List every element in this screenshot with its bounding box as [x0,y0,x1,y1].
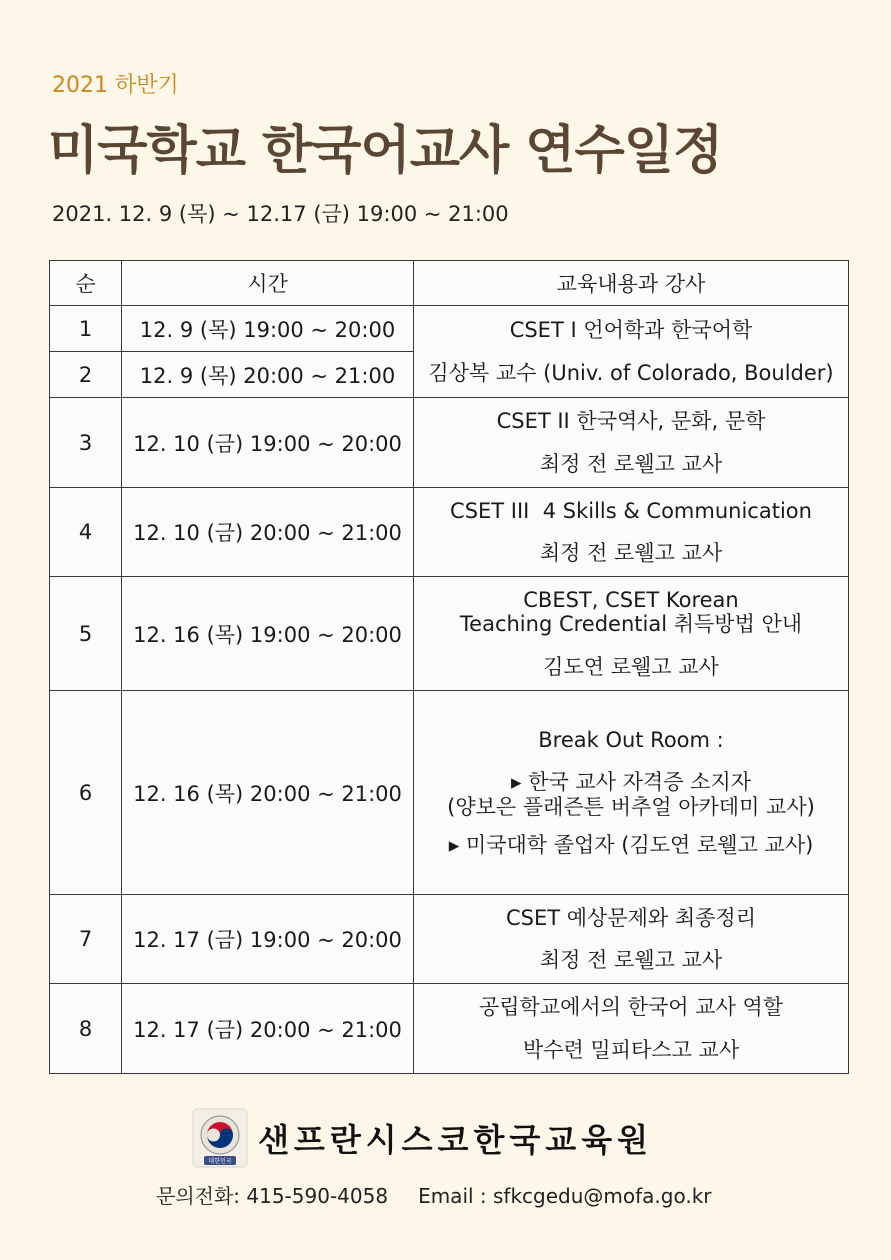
row-number: 3 [50,398,122,488]
session-instructor: 최정 전 로웰고 교사 [539,948,723,972]
session-topic: CSET II 한국역사, 문화, 문학 [496,409,766,434]
row-number: 5 [50,577,122,691]
column-header-time: 시간 [122,261,414,306]
table-row [50,306,849,352]
date-range: 2021. 12. 9 (목) ~ 12.17 (금) 19:00 ~ 21:00 [52,202,509,226]
row-number: 1 [50,306,122,352]
table-row [50,488,849,577]
table-row [50,895,849,984]
emblem-icon [192,1108,248,1168]
column-header-no: 순 [50,261,122,306]
session-content [414,984,849,1074]
session-content [414,306,849,398]
row-number: 8 [50,984,122,1074]
page-title: 미국학교 한국어교사 연수일정 [48,121,723,181]
row-time: 12. 9 (목) 20:00 ~ 21:00 [122,352,414,398]
session-instructor: 김상복 교수 (Univ. of Colorado, Boulder) [428,360,834,385]
breakout-item-1-line2: (양보은 플래즌튼 버추얼 아카데미 교사) [447,794,815,819]
table-row [50,691,849,895]
session-content [414,691,849,895]
table-row [50,398,849,488]
column-header-content: 교육내용과 강사 [414,261,849,306]
session-topic-line2: Teaching Credential 취득방법 안내 [459,612,803,637]
session-topic: Break Out Room : [538,728,724,753]
session-content [414,488,849,577]
session-content [414,398,849,488]
row-time: 12. 16 (목) 19:00 ~ 20:00 [122,577,414,691]
row-number: 6 [50,691,122,895]
session-instructor: 최정 전 로웰고 교사 [539,451,723,476]
session-topic-line1: CBEST, CSET Korean [523,588,739,613]
session-content [414,577,849,691]
organization-footer [192,1106,653,1170]
row-number: 2 [50,352,122,398]
breakout-item-2: ▸ 미국대학 졸업자 (김도연 로웰고 교사) [448,832,814,857]
contact-email: Email : sfkcgedu@mofa.go.kr [418,1184,712,1208]
session-instructor: 최정 전 로웰고 교사 [539,541,723,565]
session-topic: CSET 예상문제와 최종정리 [505,905,756,930]
schedule-table [49,260,849,1074]
session-topic: 공립학교에서의 한국어 교사 역할 [478,995,784,1020]
session-instructor: 박수련 밀피타스고 교사 [522,1037,740,1062]
organization-name: 샌프란시스코한국교육원 [258,1121,654,1159]
row-number: 4 [50,488,122,577]
row-time: 12. 17 (금) 20:00 ~ 21:00 [122,984,414,1074]
row-time: 12. 10 (금) 20:00 ~ 21:00 [122,488,414,577]
contact-phone: 문의전화: 415-590-4058 [156,1184,389,1208]
contact-info [156,1180,712,1209]
row-time: 12. 9 (목) 19:00 ~ 20:00 [122,306,414,352]
breakout-item-1-line1: ▸ 한국 교사 자격증 소지자 [510,770,752,795]
period-label: 2021 하반기 [52,73,179,98]
session-content [414,895,849,984]
session-topic: CSET III 4 Skills & Communication [450,498,812,523]
table-header-row [50,261,849,306]
session-topic: CSET I 언어학과 한국어학 [509,318,753,343]
svg-text:대한민국: 대한민국 [208,1158,232,1165]
row-time: 12. 17 (금) 19:00 ~ 20:00 [122,895,414,984]
row-number: 7 [50,895,122,984]
table-row [50,577,849,691]
session-instructor: 김도연 로웰고 교사 [543,654,719,679]
row-time: 12. 16 (목) 20:00 ~ 21:00 [122,691,414,895]
table-row [50,984,849,1074]
row-time: 12. 10 (금) 19:00 ~ 20:00 [122,398,414,488]
